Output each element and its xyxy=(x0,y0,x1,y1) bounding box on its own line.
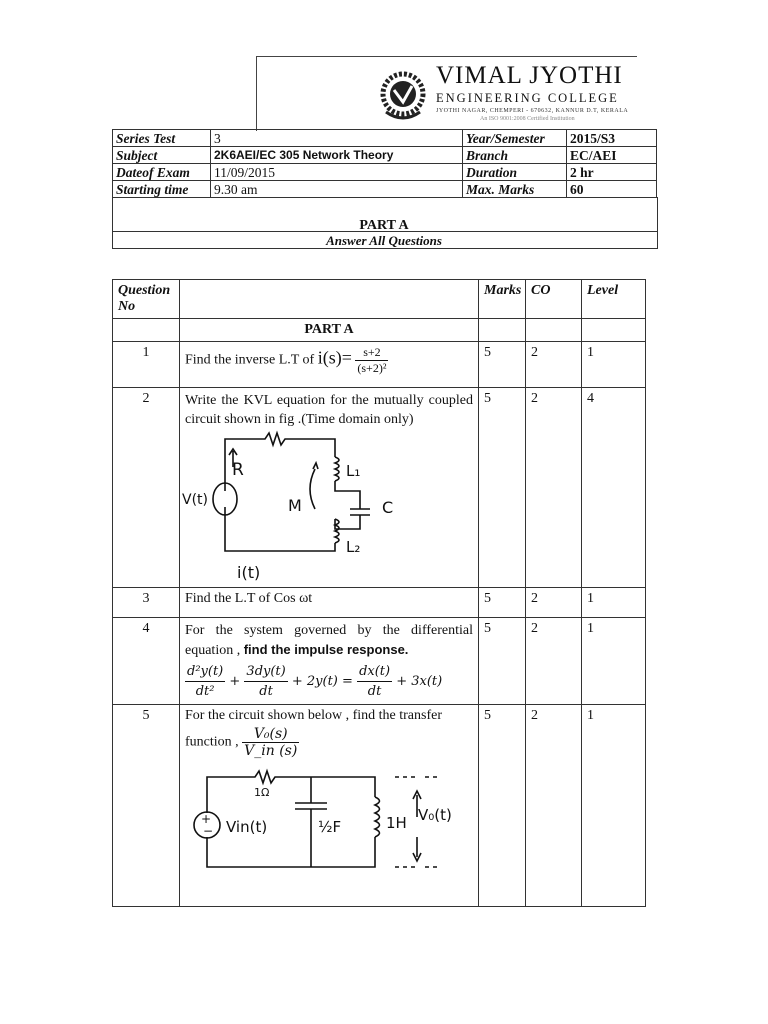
tf-numerator: V₀(s) xyxy=(242,726,299,743)
question-marks: 5 xyxy=(479,342,526,388)
part-row-blank xyxy=(479,319,526,342)
q5-text2: function , xyxy=(185,734,239,750)
table-row xyxy=(113,388,646,588)
question-marks: 5 xyxy=(479,388,526,588)
q2-source-label: V(t) xyxy=(182,492,208,508)
college-address: JYOTHI NAGAR, CHEMPERI - 670632, KANNUR D.T, KERALA xyxy=(436,108,629,114)
eq-term2-num: 3dy(t) xyxy=(244,662,287,682)
series-test-label: Series Test xyxy=(113,130,211,147)
subject-label: Subject xyxy=(113,147,211,164)
tf-denominator: V_in (s) xyxy=(244,743,298,759)
part-row-blank xyxy=(113,319,180,342)
question-number: 5 xyxy=(113,705,180,907)
eq-term2-den: dt xyxy=(259,684,273,699)
date-label: Dateof Exam xyxy=(113,164,211,181)
table-row xyxy=(113,342,646,388)
question-level: 4 xyxy=(582,388,646,588)
eq-end: + 3x(t) xyxy=(396,674,443,689)
question-level: 1 xyxy=(582,705,646,907)
q4-text-bold: find the impulse response. xyxy=(243,642,409,657)
differential-equation: $\frac{\text{d²y(t)}}{\text{dt²}}$ + $\frac{3dy(t)}{dt}$ + 2y(t) = $\frac{dx(t)}{dt}$ + 3x(t) xyxy=(187,664,443,699)
eq-term3-den: dt xyxy=(367,684,382,699)
question-co: 2 xyxy=(526,588,582,618)
question-co: 2 xyxy=(526,705,582,907)
q2-cap-label: C xyxy=(382,498,394,517)
eq-term1-den: dt² xyxy=(195,684,215,699)
q1-func: i(s)= xyxy=(317,347,352,368)
header-question-no: Question No xyxy=(113,280,180,319)
current-label: i(t) xyxy=(237,563,261,582)
question-text xyxy=(180,388,479,588)
question-marks: 5 xyxy=(479,705,526,907)
branch-value: EC/AEI xyxy=(567,147,657,164)
q5-text: For the circuit shown below , find the transfer xyxy=(185,708,442,723)
start-value: 9.30 am xyxy=(211,181,463,198)
date-value: 11/09/2015 xyxy=(211,164,463,181)
svg-text:−: − xyxy=(203,824,214,838)
q2-mutual-label: M xyxy=(288,496,302,515)
year-label: Year/Semester xyxy=(463,130,567,147)
q2-text: Write the KVL equation for the mutually coupled circuit shown in fig .(Time domain only) xyxy=(185,393,473,427)
start-label: Starting time xyxy=(113,181,211,198)
question-number: 1 xyxy=(113,342,180,388)
question-co: 2 xyxy=(526,618,582,705)
question-text xyxy=(180,618,479,705)
question-number: 4 xyxy=(113,618,180,705)
question-level: 1 xyxy=(582,618,646,705)
q5-res-label: 1Ω xyxy=(254,786,270,799)
q2-resistor-label: R xyxy=(232,460,244,480)
question-number: 2 xyxy=(113,388,180,588)
mutual-coupled-circuit-diagram xyxy=(185,429,405,559)
q1-numerator: s+2 xyxy=(355,345,388,361)
q1-text: Find the inverse L.T of xyxy=(185,352,318,368)
q5-source-label: Vin(t) xyxy=(226,818,268,836)
duration-label: Duration xyxy=(463,164,567,181)
part-a-title: PART A xyxy=(359,218,409,233)
header-level: Level xyxy=(582,280,646,319)
question-table xyxy=(112,279,646,907)
college-name: VIMAL JYOTHI xyxy=(436,62,623,89)
eq-middle: + 2y(t) = xyxy=(291,674,353,689)
eq-term3-num: dx(t) xyxy=(357,662,392,682)
marks-label: Max. Marks xyxy=(463,181,567,198)
series-test-value: 3 xyxy=(211,130,463,147)
table-row xyxy=(113,618,646,705)
marks-value: 60 xyxy=(567,181,657,198)
q4-text: For the system governed by the differential equation , xyxy=(185,623,473,658)
q5-out-label: V₀(t) xyxy=(418,806,452,824)
part-row-label: PART A xyxy=(180,319,479,342)
part-row-blank xyxy=(526,319,582,342)
header-marks: Marks xyxy=(479,280,526,319)
q2-l1-label: L₁ xyxy=(346,462,361,480)
branch-label: Branch xyxy=(463,147,567,164)
q5-ind-label: 1H xyxy=(386,814,407,832)
question-number: 3 xyxy=(113,588,180,618)
part-a-instruction: Answer All Questions xyxy=(326,233,442,248)
duration-value: 2 hr xyxy=(567,164,657,181)
svg-text:+: + xyxy=(201,812,212,826)
part-row-blank xyxy=(582,319,646,342)
college-subtitle: ENGINEERING COLLEGE xyxy=(436,91,619,105)
table-row xyxy=(113,705,646,907)
question-text: Find the L.T of Cos ωt xyxy=(180,588,479,618)
exam-info-table xyxy=(112,129,657,198)
subject-value: 2K6AEI/EC 305 Network Theory xyxy=(211,147,463,164)
question-text xyxy=(180,342,479,388)
eq-term1-num: d²y(t) xyxy=(185,662,225,682)
header-co: CO xyxy=(526,280,582,319)
question-level: 1 xyxy=(582,342,646,388)
header-blank xyxy=(180,280,479,319)
question-marks: 5 xyxy=(479,618,526,705)
q1-denominator: (s+2)² xyxy=(357,361,387,375)
q5-cap-label: ½F xyxy=(318,818,342,836)
question-marks: 5 xyxy=(479,588,526,618)
table-row xyxy=(113,588,646,618)
college-iso: An ISO 9001:2008 Certified Institution xyxy=(480,116,575,122)
question-level: 1 xyxy=(582,588,646,618)
college-logo-icon xyxy=(378,68,428,124)
q2-l2-label: L₂ xyxy=(346,538,361,556)
question-co: 2 xyxy=(526,342,582,388)
year-value: 2015/S3 xyxy=(567,130,657,147)
question-co: 2 xyxy=(526,388,582,588)
